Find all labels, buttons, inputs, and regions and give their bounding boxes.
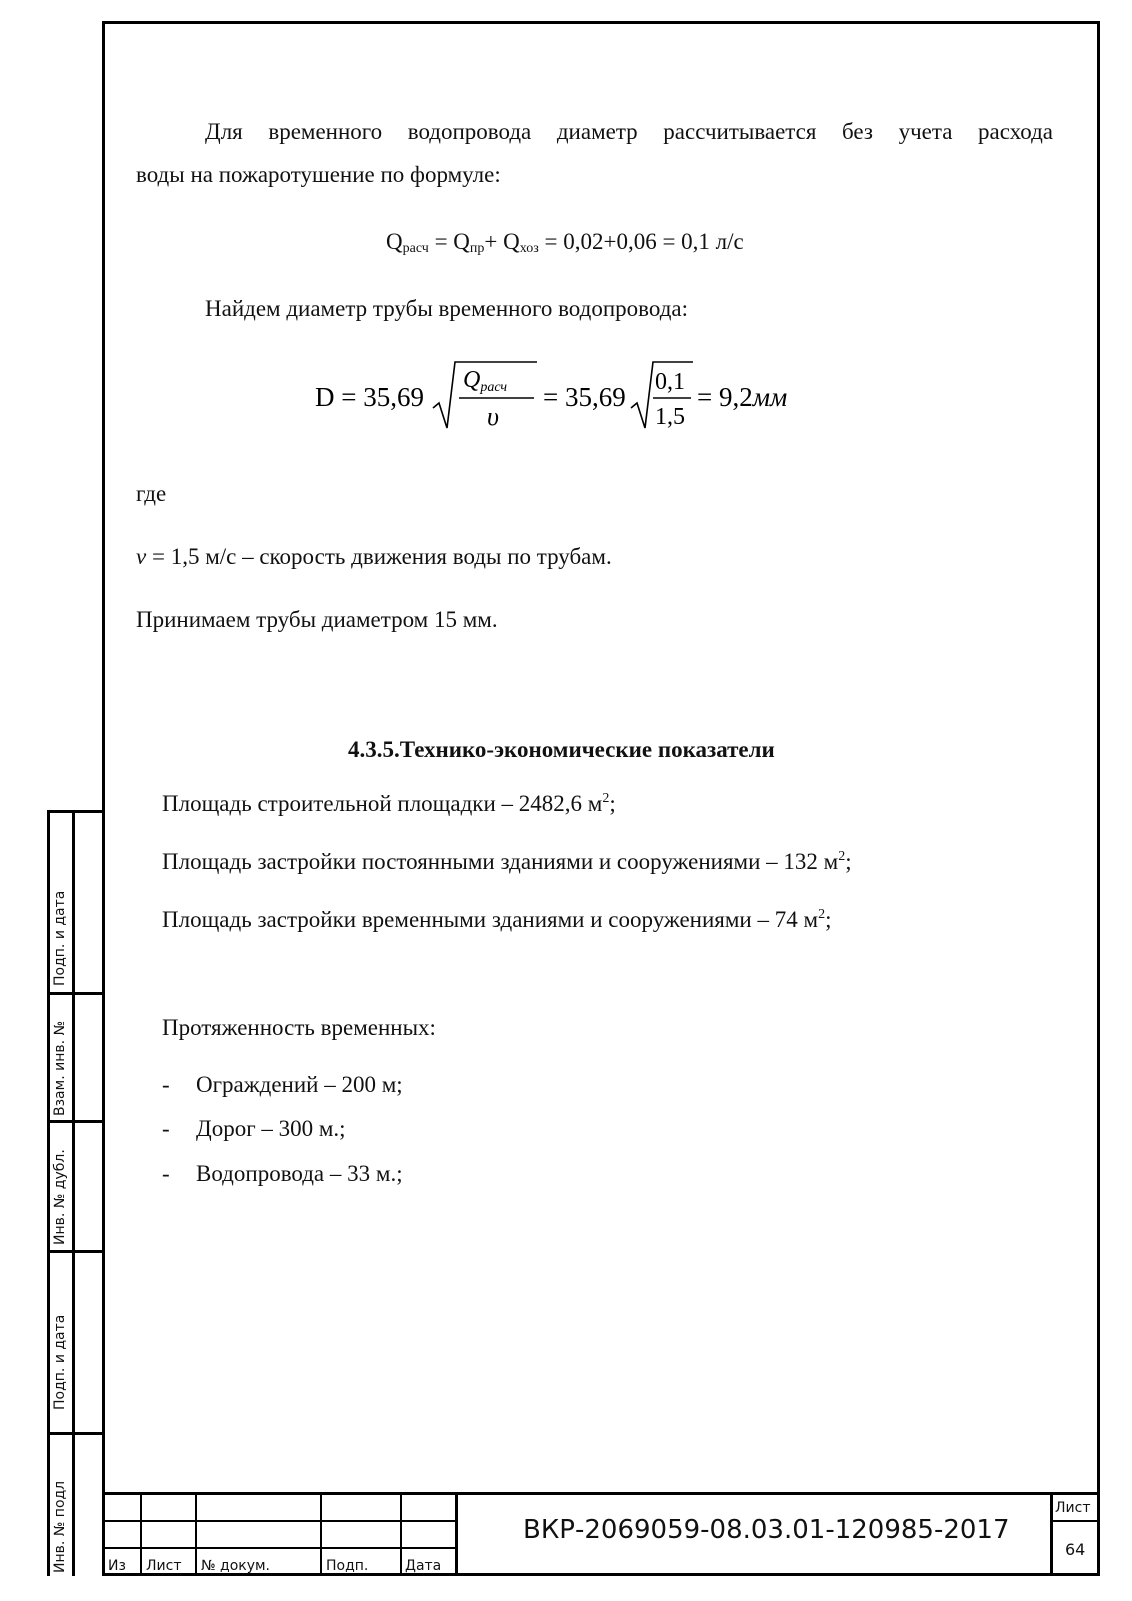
stamp-sheet-label: Лист (1055, 1500, 1091, 1516)
list-item-text: Водопровода – 33 м.; (196, 1161, 403, 1186)
subscript-rasch: расч (402, 241, 429, 256)
area-permanent: Площадь застройки постоянными зданиями и сооружениями – 132 $м^2$; (162, 849, 852, 874)
side-label-vzam-inv: Взам. инв. № (52, 1020, 68, 1116)
numerator-value: 0,1 (655, 369, 685, 395)
side-label-podp-data-1: Подп. и дата (52, 1314, 68, 1410)
formula-diameter (315, 358, 825, 448)
accepted-pipe: Принимаем трубы диаметром 15 мм. (136, 607, 498, 632)
numerator-q: Qрасч (463, 367, 508, 395)
paragraph-2: Найдем диаметр трубы временного водопровода: (205, 296, 688, 321)
stamp-doc-no: № докум. (201, 1558, 271, 1574)
section-heading: 4.3.5.Технико-экономические показатели (348, 737, 775, 762)
stamp-izm: Из (108, 1558, 126, 1574)
list-item-text: Дорог – 300 м.; (196, 1116, 346, 1141)
side-label-podp-data-2: Подп. и дата (52, 890, 68, 986)
side-stamp (47, 810, 105, 1576)
list-item: - (162, 1072, 170, 1097)
side-border-middle (72, 810, 75, 1576)
formula-lhs: D = 35,69 (315, 382, 424, 412)
formula-middle: = 35,69 (543, 382, 626, 412)
area-temporary: Площадь застройки временными зданиями и сооружениями – 74 $м^2$; (162, 907, 832, 932)
stamp-date: Дата (405, 1558, 442, 1574)
denominator-v: υ (487, 402, 499, 431)
document-code: ВКР-2069059-08.03.01-120985-2017 (523, 1515, 1010, 1545)
denominator-value: 1,5 (655, 404, 685, 430)
list-item-text: Ограждений – 200 м; (196, 1072, 403, 1097)
list-item: - (162, 1161, 170, 1186)
where-label: где (136, 481, 167, 506)
stamp-sheet-number: 64 (1065, 1540, 1086, 1559)
side-label-inv-podl: Инв. № подл (52, 1480, 68, 1573)
formula-rhs: = 9,2мм (697, 382, 788, 412)
subscript-hoz: хоз (519, 241, 539, 256)
side-border-left (47, 810, 50, 1576)
stamp-sign: Подп. (326, 1558, 369, 1574)
sqrt-sign-1 (433, 362, 537, 428)
paragraph-1-line-2: воды на пожаротушение по формуле: (136, 162, 501, 187)
velocity-definition: ν = 1,5 м/с – скорость движения воды по трубам. (136, 544, 612, 569)
formula-flow: $Q_{расч} = Q_{пр}+ Q_{хоз} = 0,02+0,06 = 0,1$ л/с (386, 229, 744, 256)
length-title: Протяженность временных: (162, 1015, 436, 1040)
subscript-pr: пр (469, 241, 485, 256)
side-label-inv-dubl: Инв. № дубл. (52, 1149, 68, 1245)
title-block (105, 1492, 1097, 1576)
stamp-list: Лист (146, 1558, 182, 1574)
list-item: - (162, 1116, 170, 1141)
area-site: Площадь строительной площадки – 2482,6 $м^2$; (162, 791, 616, 816)
paragraph-1-line-1: Для временного водопровода диаметр рассчитывается без учета расхода (205, 119, 1053, 144)
